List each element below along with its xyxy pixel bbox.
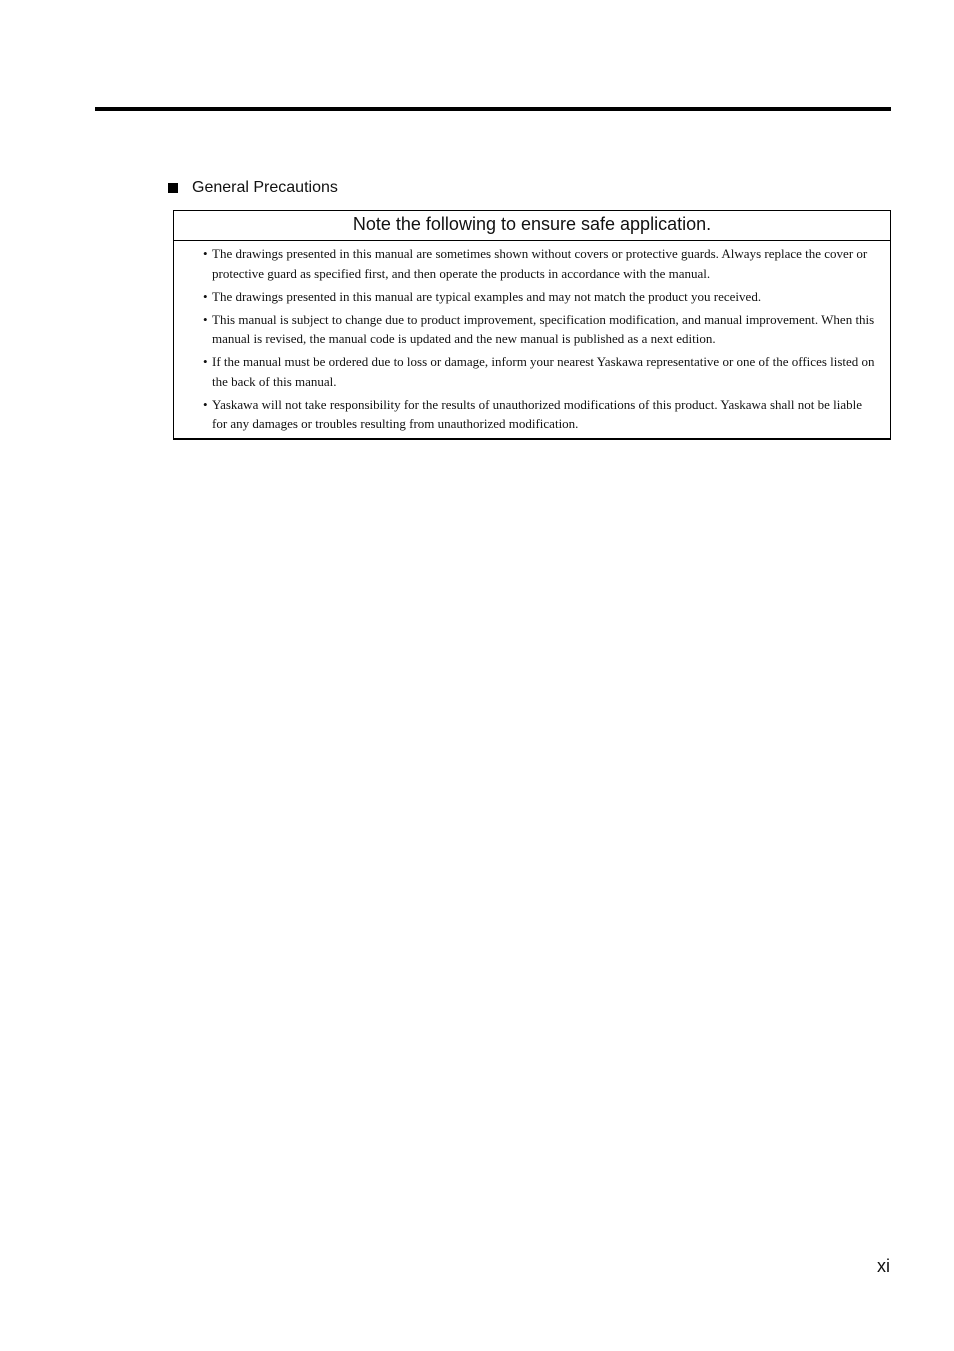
precautions-list	[174, 241, 890, 438]
list-item	[203, 352, 876, 391]
note-box-title: Note the following to ensure safe application.	[174, 211, 890, 241]
bullet-icon: •	[203, 311, 208, 327]
bullet-icon: •	[203, 288, 208, 304]
list-item	[203, 287, 876, 307]
section-heading-text: General Precautions	[192, 179, 338, 196]
page-number: xi	[877, 1256, 890, 1276]
list-item	[203, 310, 876, 349]
bullet-icon: •	[203, 354, 208, 369]
list-item-text: The drawings presented in this manual are typical examples and may not match the product you received.	[212, 288, 762, 304]
square-bullet-icon	[168, 183, 178, 193]
bullet-icon: •	[203, 396, 208, 412]
general-precautions-box	[173, 210, 891, 440]
list-item	[203, 244, 876, 283]
list-item-text: This manual is subject to change due to product improvement, specification modification, and manual improvement. When this manual is revised, the manual code is updated and the new manual is published as a next edition.	[212, 311, 875, 346]
header-rule	[95, 107, 891, 111]
section-heading	[168, 178, 338, 198]
list-item-text: Yaskawa will not take responsibility for the results of unauthorized modifications of this product. Yaskawa shall not be liable for any damages or troubles resulting from unauthorized modification.	[212, 396, 863, 431]
list-item	[203, 395, 876, 434]
list-item-text: If the manual must be ordered due to loss or damage, inform your nearest Yaskawa representative or one of the offices listed on the back of this manual.	[212, 354, 875, 389]
list-item-text: The drawings presented in this manual are sometimes shown without covers or protective guards. Always replace the cover or protective guard as specified first, and then operate the products in accordance with the manual.	[212, 246, 868, 281]
bullet-icon: •	[203, 246, 208, 261]
